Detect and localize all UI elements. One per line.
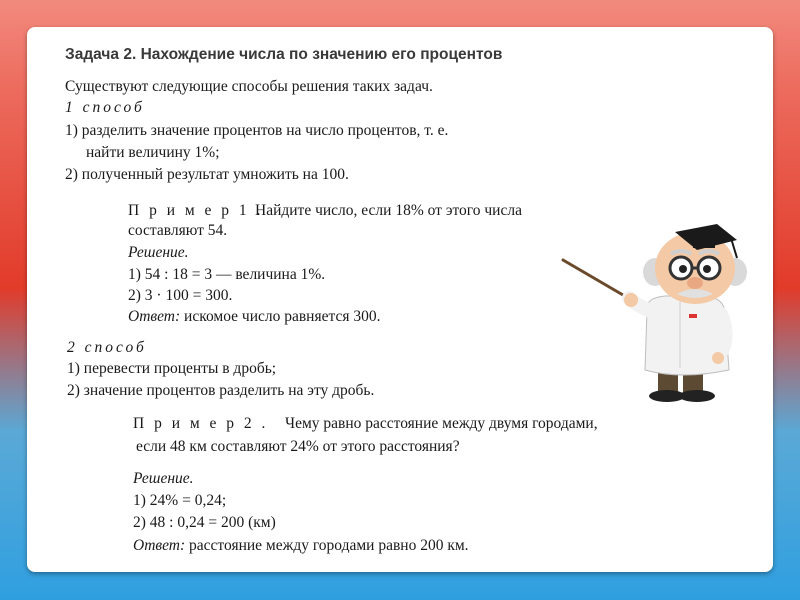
example2-answer [133,537,469,555]
method2-step1: 1) перевести проценты в дробь; [67,360,277,377]
example2-answer-text: расстояние между городами равно 200 км. [189,537,469,554]
example2-text-line2: если 48 км составляют 24% от этого расстояния? [136,438,460,455]
example1-solution-step2: 2) 3 · 100 = 300. [128,287,233,304]
example2-solution-step1: 1) 24% = 0,24; [133,492,227,509]
example1-solution-label: Решение. [128,244,189,261]
method2-step2: 2) значение процентов разделить на эту дробь. [67,382,375,399]
method1-step1-line1: 1) разделить значение процентов на число процентов, т. е. [65,122,449,139]
example2-label: П р и м е р 2 . [133,415,269,432]
example1-solution-step1: 1) 54 : 18 = 3 — величина 1%. [128,266,326,283]
method1-step1-line2: найти величину 1%; [86,144,220,161]
example1-text-line1: Найдите число, если 18% от этого числа [255,202,522,219]
example2-solution-step2: 2) 48 : 0,24 = 200 (км) [133,514,276,531]
example1-answer-text: искомое число равняется 300. [184,308,381,325]
example1-label: П р и м е р 1 . [128,202,264,219]
example1-answer [128,308,380,326]
example2-text-line1: Чему равно расстояние между двумя городами, [285,415,598,432]
example2-answer-label: Ответ: [133,537,186,554]
example1-answer-label: Ответ: [128,308,181,325]
example2-solution-label: Решение. [133,470,194,487]
method1-step2: 2) полученный результат умножить на 100. [65,166,349,183]
example1-text-line2: составляют 54. [128,222,228,239]
page-title: Задача 2. Нахождение числа по значению его процентов [65,46,503,63]
method1-heading: 1 способ [65,99,145,116]
professor-with-pointer-icon [555,210,750,405]
intro-text: Существуют следующие способы решения таких задач. [65,78,433,95]
method2-heading: 2 способ [67,339,147,356]
